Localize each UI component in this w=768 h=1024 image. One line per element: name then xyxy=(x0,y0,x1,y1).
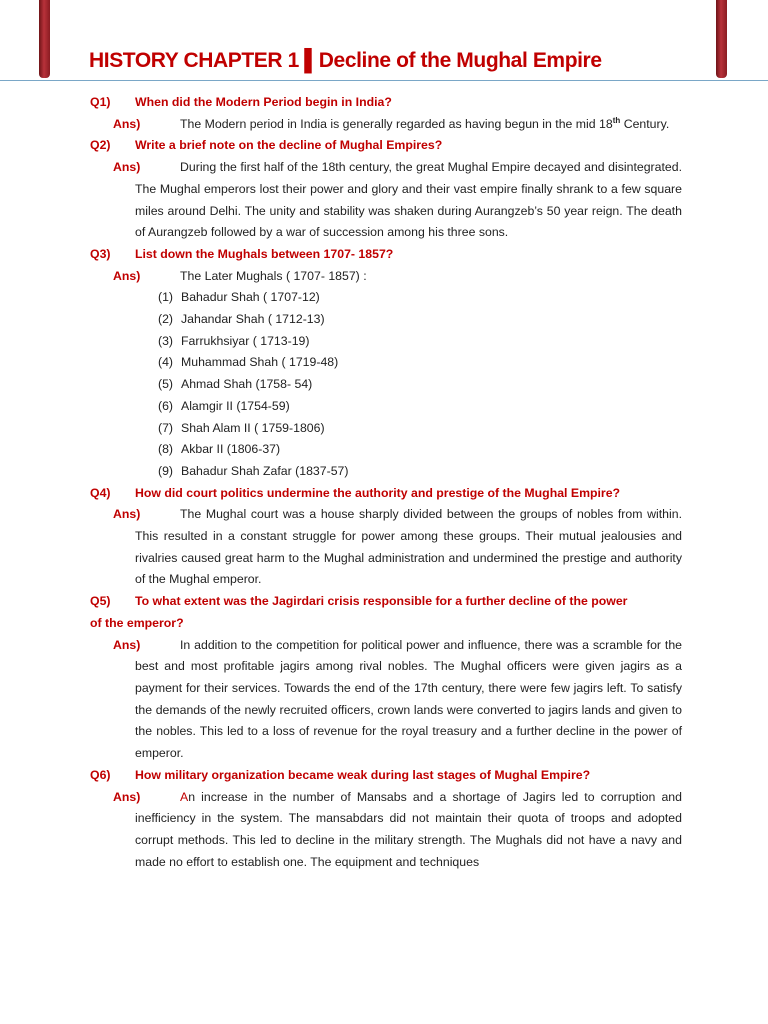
answer-label: Ans) xyxy=(113,507,141,522)
answer-label: Ans) xyxy=(113,160,141,175)
answer-label: Ans) xyxy=(113,268,141,283)
list-number: (5) xyxy=(158,377,174,392)
answer-text: In addition to the competition for political power and influence, there was a scramble for the best and most profitable jagirs among rival nobles. The Mughal officers were given jagirs as a payment for their services. Towards the end of the 17th century, there were few jagirs left. To satisfy the demands of the newly recruited officers, crown lands were converted to jagirs lands and given to the nobles. This led to a loss of revenue for the royal treasury and a further decline in the power of emperor. xyxy=(135,637,682,761)
list-number: (1) xyxy=(158,290,174,305)
list-number: (2) xyxy=(158,312,174,327)
question-text: When did the Modern Period begin in India? xyxy=(135,95,392,109)
question-text: How did court politics undermine the authority and prestige of the Mughal Empire? xyxy=(135,485,621,500)
question-number: Q2) xyxy=(90,138,111,153)
question-text: Write a brief note on the decline of Mughal Empires? xyxy=(135,138,443,153)
question-6 xyxy=(90,765,682,787)
superscript-th: th xyxy=(612,115,621,125)
left-binder-bar xyxy=(39,0,50,78)
answer-3 xyxy=(90,266,682,288)
answer-4 xyxy=(90,504,682,591)
question-text: To what extent was the Jagirdari crisis responsible for a further decline of the power xyxy=(135,594,628,609)
answer-label: Ans) xyxy=(113,789,141,804)
list-text: Alamgir II (1754-59) xyxy=(181,398,290,413)
question-number: Q1) xyxy=(90,95,111,109)
list-item xyxy=(158,396,682,418)
answer-label: Ans) xyxy=(113,116,141,131)
answer-6 xyxy=(90,787,682,874)
list-item xyxy=(158,287,682,309)
answer-1 xyxy=(90,114,682,136)
list-number: (9) xyxy=(158,463,174,478)
answer-text xyxy=(135,787,682,874)
question-text: How military organization became weak during last stages of Mughal Empire? xyxy=(135,767,591,782)
answer-text-part: Century. xyxy=(620,116,670,131)
list-number: (8) xyxy=(158,442,174,457)
answer-text xyxy=(135,114,682,136)
list-item xyxy=(158,309,682,331)
list-item xyxy=(158,331,682,353)
answer-label: Ans) xyxy=(113,637,141,652)
question-3 xyxy=(90,244,682,266)
question-5 xyxy=(90,591,682,613)
list-text: Ahmad Shah (1758- 54) xyxy=(181,377,313,392)
list-number: (6) xyxy=(158,398,174,413)
question-number: Q5) xyxy=(90,594,111,609)
later-mughals-list xyxy=(90,287,682,482)
right-binder-bar xyxy=(716,0,727,78)
question-text: List down the Mughals between 1707- 1857? xyxy=(135,246,394,261)
list-text: Akbar II (1806-37) xyxy=(181,442,281,457)
list-text: Shah Alam II ( 1759-1806) xyxy=(181,420,325,435)
list-item xyxy=(158,418,682,440)
answer-5 xyxy=(90,635,682,765)
answer-2 xyxy=(90,157,682,244)
list-text: Bahadur Shah Zafar (1837-57) xyxy=(181,463,349,478)
question-4 xyxy=(90,483,682,505)
question-number: Q3) xyxy=(90,246,111,261)
page-title: HISTORY CHAPTER 1 ▌Decline of the Mughal Empire xyxy=(89,49,602,72)
question-text-continued: of the emperor? xyxy=(90,615,184,630)
answer-text-part: n increase in the number of Mansabs and a shortage of Jagirs led to corruption and inefficiency in the system. The mansabdars did not maintain their quota of troops and adopted corrupt methods. This led to decline in the military strength. The Mughals did not have a navy and made no effort to establish one. The equipment and techniques xyxy=(135,789,682,869)
list-item xyxy=(158,374,682,396)
list-item xyxy=(158,461,682,483)
list-text: Jahandar Shah ( 1712-13) xyxy=(181,312,325,327)
list-item xyxy=(158,352,682,374)
header-rule xyxy=(0,80,768,81)
answer-text: The Later Mughals ( 1707- 1857) : xyxy=(180,268,367,283)
list-number: (3) xyxy=(158,333,174,348)
list-number: (4) xyxy=(158,355,174,370)
question-2 xyxy=(90,135,682,157)
question-number: Q6) xyxy=(90,767,111,782)
list-item xyxy=(158,439,682,461)
list-text: Farrukhsiyar ( 1713-19) xyxy=(181,333,310,348)
question-number: Q4) xyxy=(90,485,111,500)
answer-text: During the first half of the 18th century, the great Mughal Empire decayed and disintegrated. The Mughal emperors lost their power and glory and their vast empire finally shrank to a few square miles around Delhi. The unity and stability was shaken during Aurangzeb’s 50 year reign. The death of Aurangzeb followed by a war of succession among his three sons. xyxy=(135,160,682,240)
list-number: (7) xyxy=(158,420,174,435)
answer-text: The Mughal court was a house sharply divided between the groups of nobles from within. This resulted in a constant struggle for power among these groups. Their mutual jealousies and rivalries caused great harm to the Mughal administration and undermined the prestige and authority of the Mughal emperor. xyxy=(135,507,682,587)
document-body xyxy=(90,92,682,873)
question-1 xyxy=(90,92,682,114)
answer-text-part: The Modern period in India is generally regarded as having begun in the mid 18 xyxy=(180,116,613,131)
list-text: Muhammad Shah ( 1719-48) xyxy=(181,355,339,370)
answer-first-letter: A xyxy=(180,789,189,804)
list-text: Bahadur Shah ( 1707-12) xyxy=(181,290,320,305)
